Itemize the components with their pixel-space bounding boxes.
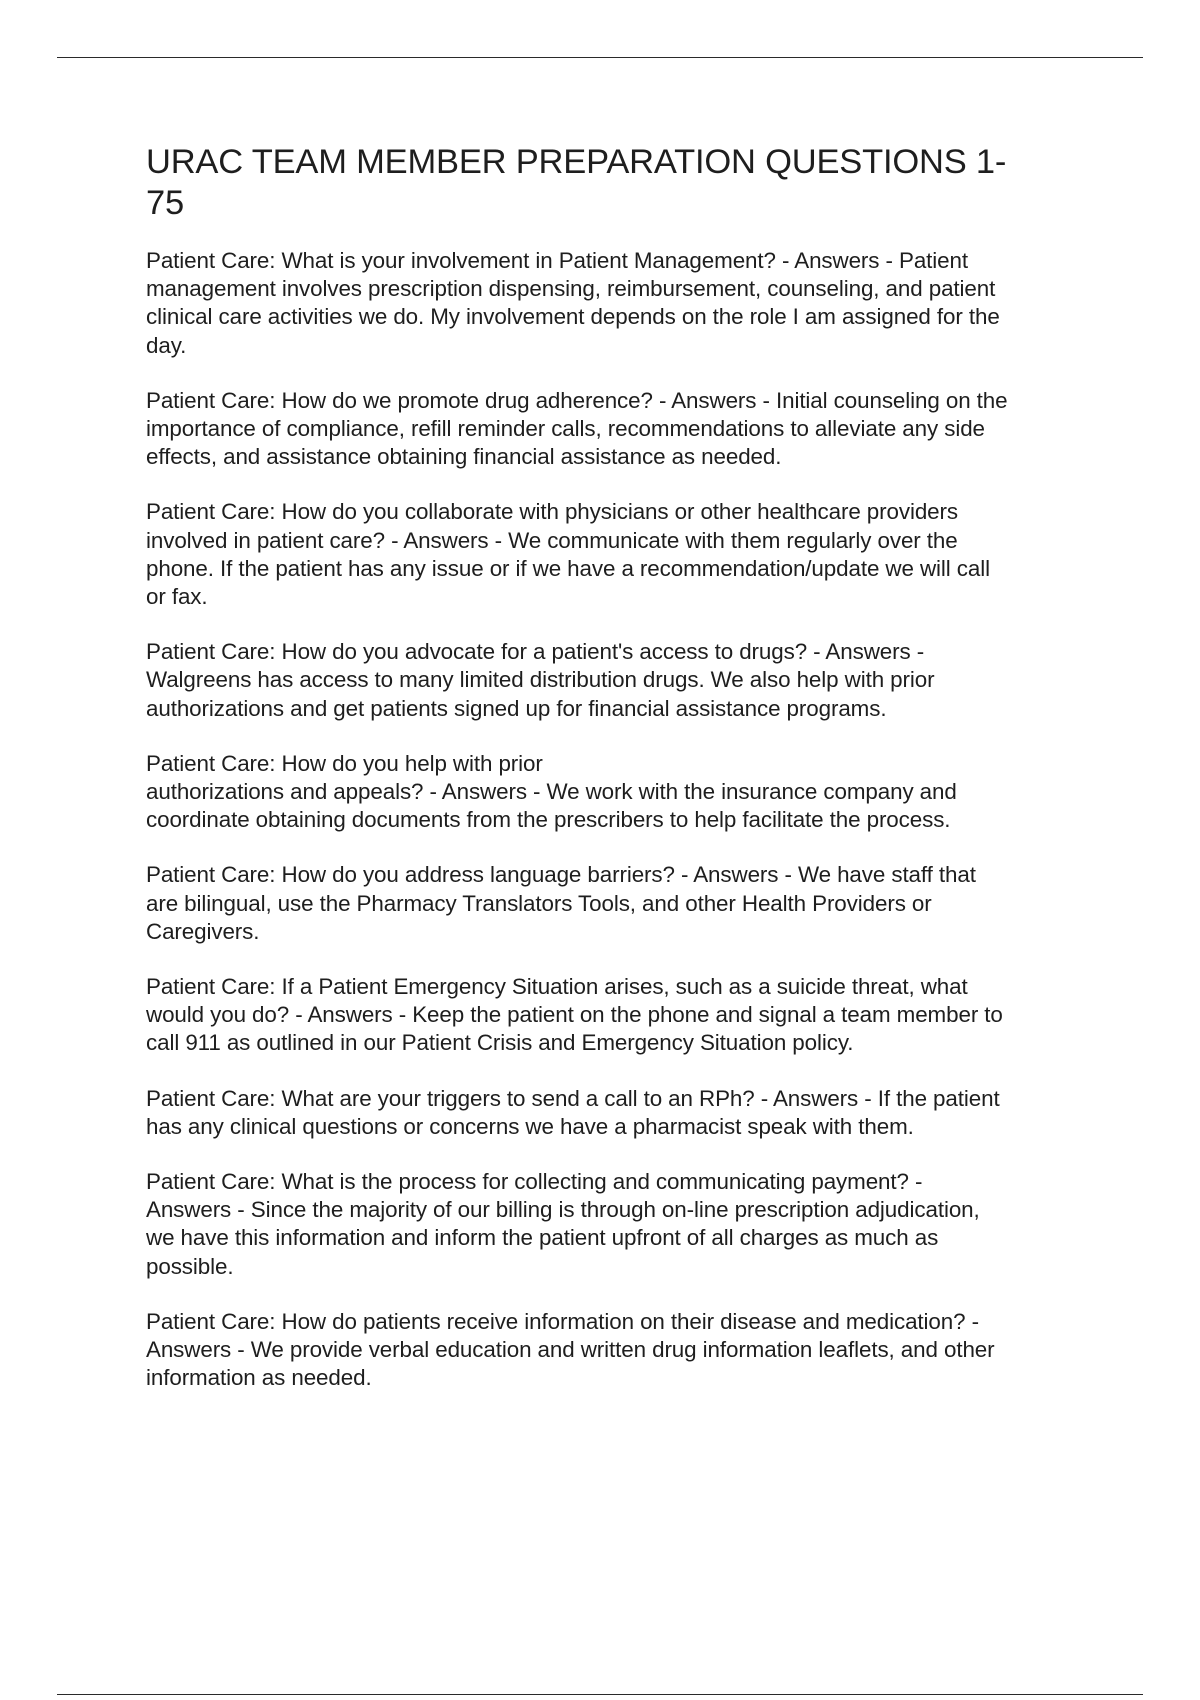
qa-entry: Patient Care: How do we promote drug adherence? - Answers - Initial counseling on the importance of compliance, refill reminder calls, recommendations to alleviate any side effects, and assistance obtaining financial assistance as needed. <box>146 387 1008 470</box>
document-title: URAC TEAM MEMBER PREPARATION QUESTIONS 1- 75 <box>146 143 1007 222</box>
top-divider <box>57 57 1143 58</box>
qa-entry: Patient Care: How do you address language barriers? - Answers - We have staff that are bilingual, use the Pharmacy Translators Tools, and other Health Providers or Caregivers. <box>146 862 976 944</box>
qa-entry: Patient Care: How do you advocate for a patient's access to drugs? - Answers - Walgreens has access to many limited distribution drugs. We also help with prior authorizations and get patients signed up for financial assistance programs. <box>146 639 935 721</box>
document-body <box>146 142 1098 1420</box>
qa-entry: Patient Care: What are your triggers to send a call to an RPh? - Answers - If the patient has any clinical questions or concerns we have a pharmacist speak with them. <box>146 1085 1000 1139</box>
qa-entry: Patient Care: How do patients receive information on their disease and medication? - Answers - We provide verbal education and written drug information leaflets, and other information as needed. <box>146 1308 995 1391</box>
qa-entry: Patient Care: What is your involvement in Patient Management? - Answers - Patient management involves prescription dispensing, reimbursement, counseling, and patient clinical care activities we do. My involvement depends on the role I am assigned for the day. <box>146 248 1000 358</box>
qa-entry: Patient Care: How do you collaborate with physicians or other healthcare providers involved in patient care? - Answers - We communicate with them regularly over the phone. If the patient has any issue or if we have a recommendation/update we will call or fax. <box>146 499 990 610</box>
bottom-divider <box>57 1694 1143 1695</box>
qa-entry: Patient Care: If a Patient Emergency Situation arises, such as a suicide threat, what would you do? - Answers - Keep the patient on the phone and signal a team member to call 911 as outlined in our Patient Crisis and Emergency Situation policy. <box>146 974 1003 1056</box>
qa-entry: Patient Care: What is the process for collecting and communicating payment? - Answers - Since the majority of our billing is through on-line prescription adjudication, we have this information and inform the patient upfront of all charges as much as possible. <box>146 1169 980 1279</box>
qa-entry: Patient Care: How do you help with prior authorizations and appeals? - Answers - We work with the insurance company and coordinate obtaining documents from the prescribers to help facilitate the process. <box>146 750 957 833</box>
